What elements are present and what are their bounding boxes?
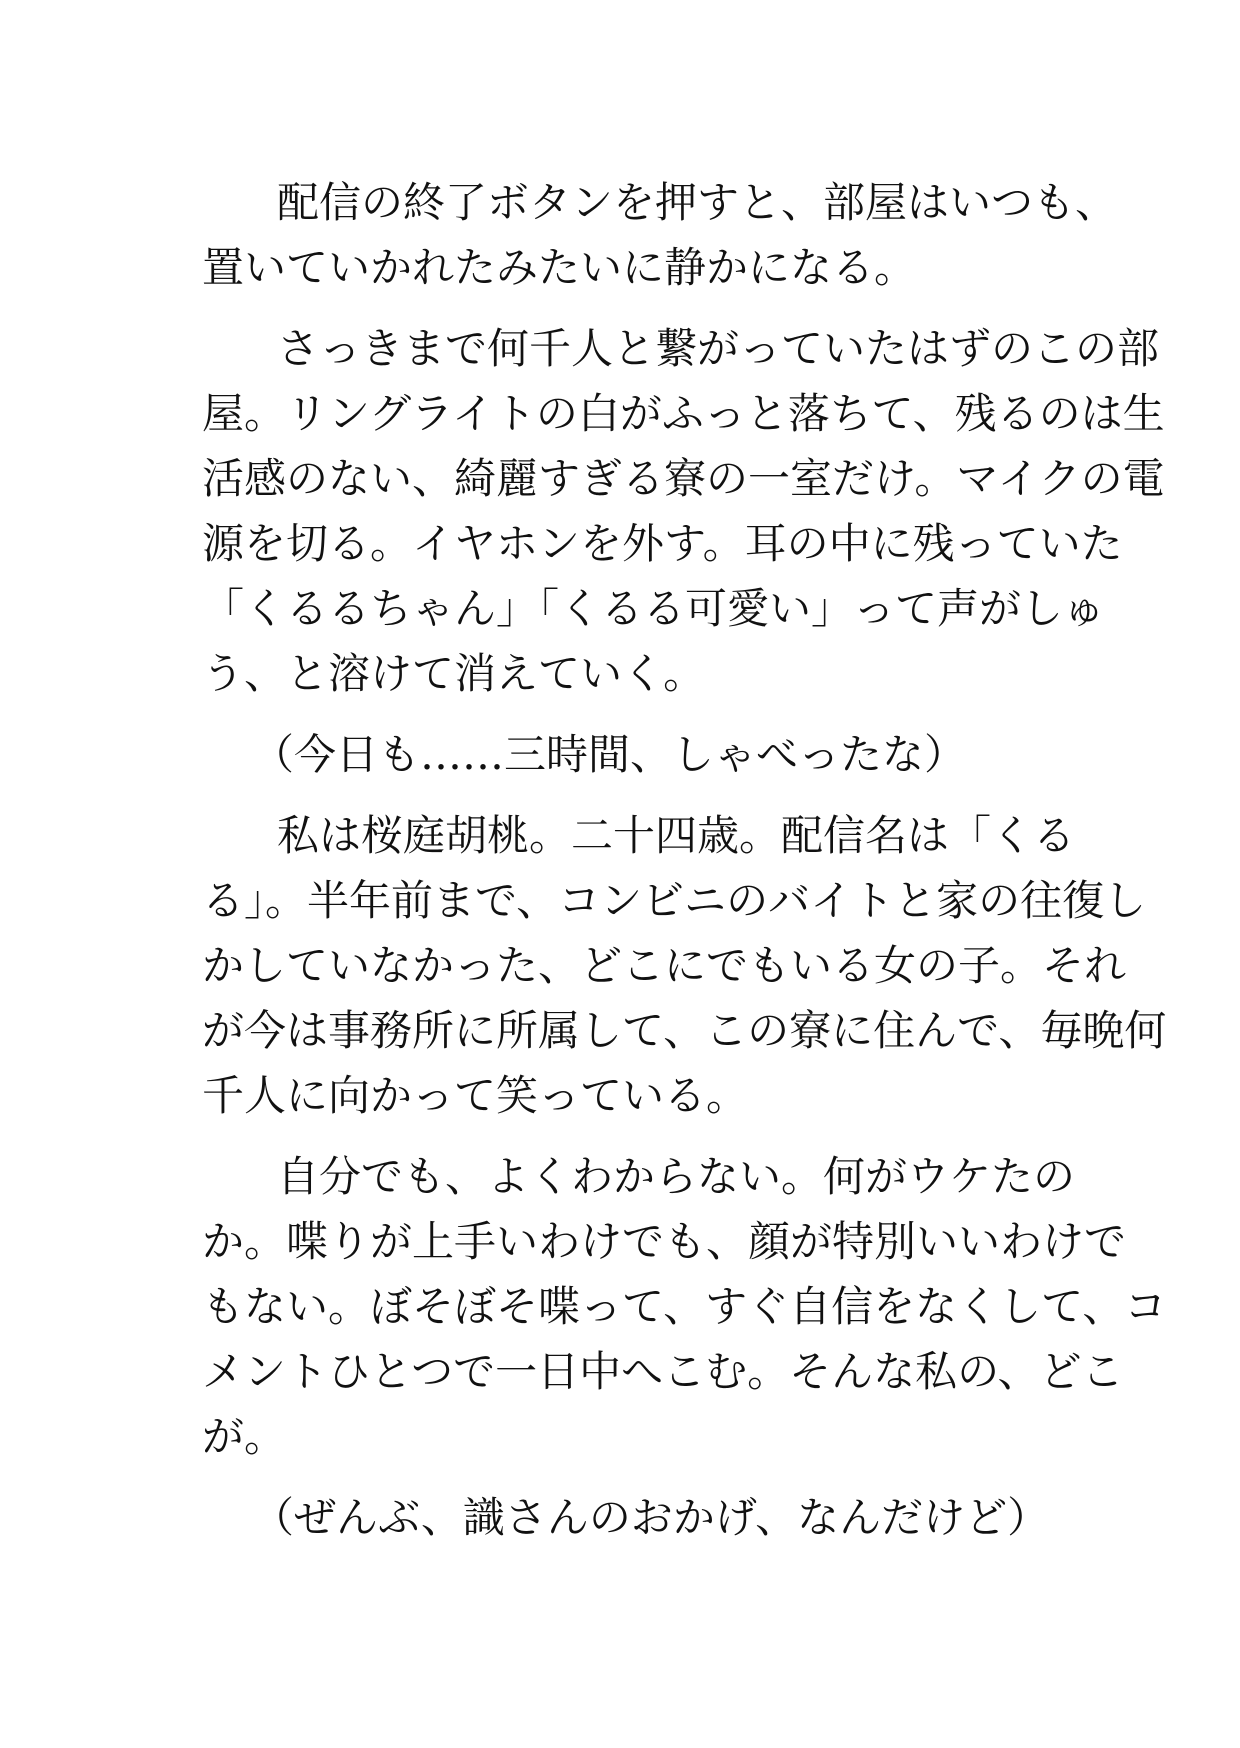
text-line: 配信の終了ボタンを押すと、部屋はいつも、	[277, 178, 1118, 227]
text-line: かしていなかった、どこにでもいる女の子。それ	[202, 941, 1127, 990]
text-line: （今日も……三時間、しゃべったな）	[252, 730, 967, 779]
text-line: う、と溶けて消えていく。	[202, 649, 706, 698]
text-line: 活感のない、綺麗すぎる寮の一室だけ。マイクの電	[202, 454, 1165, 503]
paragraph	[202, 316, 1165, 706]
text-line: 源を切る。イヤホンを外す。耳の中に残っていた	[202, 519, 1123, 568]
paragraph	[202, 170, 1118, 300]
text-line: 千人に向かって笑っている。	[202, 1071, 749, 1120]
paragraph	[202, 803, 1167, 1128]
text-line: 「くるるちゃん」「くるる可愛い」って声がしゅ	[202, 584, 1106, 633]
inner-thought	[202, 722, 1052, 787]
text-line: （ぜんぶ、識さんのおかげ、なんだけど）	[252, 1493, 1050, 1542]
body-text	[202, 170, 1167, 1550]
text-line: 置いていかれたみたいに静かになる。	[202, 243, 917, 292]
text-line: 私は桜庭胡桃。二十四歳。配信名は「くる	[277, 811, 1076, 860]
inner-thought	[202, 1485, 1052, 1550]
text-line: 自分でも、よくわからない。何がウケたの	[277, 1152, 1076, 1201]
text-line: が今は事務所に所属して、この寮に住んで、毎晩何	[202, 1006, 1167, 1055]
text-line: る」。半年前まで、コンビニのバイトと家の往復し	[202, 876, 1147, 925]
text-line: さっきまで何千人と繋がっていたはずのこの部	[277, 324, 1160, 373]
text-line: か。喋りが上手いわけでも、顔が特別いいわけで	[202, 1217, 1127, 1266]
paragraph	[202, 1144, 1167, 1469]
text-line: メントひとつで一日中へこむ。そんな私の、どこ	[202, 1347, 1124, 1396]
text-line: もない。ぼそぼそ喋って、すぐ自信をなくして、コ	[202, 1282, 1167, 1331]
text-line: 屋。リングライトの白がふっと落ちて、残るのは生	[202, 389, 1165, 438]
text-line: が。	[202, 1412, 287, 1461]
